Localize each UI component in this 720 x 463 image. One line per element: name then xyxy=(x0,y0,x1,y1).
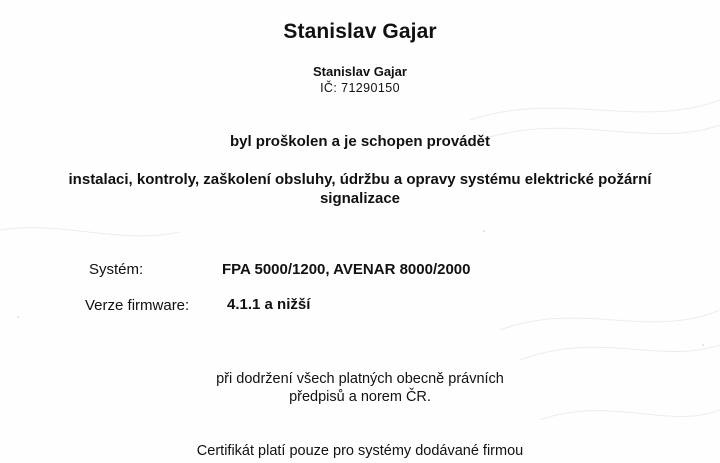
system-value: FPA 5000/1200, AVENAR 8000/2000 xyxy=(222,261,471,278)
firmware-label: Verze firmware: xyxy=(85,297,190,314)
certificate-title: Stanislav Gajar xyxy=(283,20,437,43)
scope-line-2: signalizace xyxy=(319,190,401,207)
holder-name: Stanislav Gajar xyxy=(313,64,407,79)
compliance-text xyxy=(0,370,720,406)
trained-statement: byl proškolen a je schopen provádět xyxy=(229,133,491,150)
compliance-line-2: předpisů a norem ČR. xyxy=(289,389,431,405)
scope-line-1: instalaci, kontroly, zaškolení obsluhy, údržbu a opravy systému elektrické požární xyxy=(68,171,652,188)
compliance-line-1: při dodržení všech platných obecně právních xyxy=(216,371,504,387)
system-label: Systém: xyxy=(89,261,144,278)
validity-text xyxy=(0,442,720,460)
validity-line-1: Certifikát platí pouze pro systémy dodávané firmou xyxy=(196,443,524,459)
scope-text xyxy=(0,170,720,208)
firmware-value: 4.1.1 a nižší xyxy=(227,296,311,313)
company-id: IČ: 71290150 xyxy=(320,81,400,95)
